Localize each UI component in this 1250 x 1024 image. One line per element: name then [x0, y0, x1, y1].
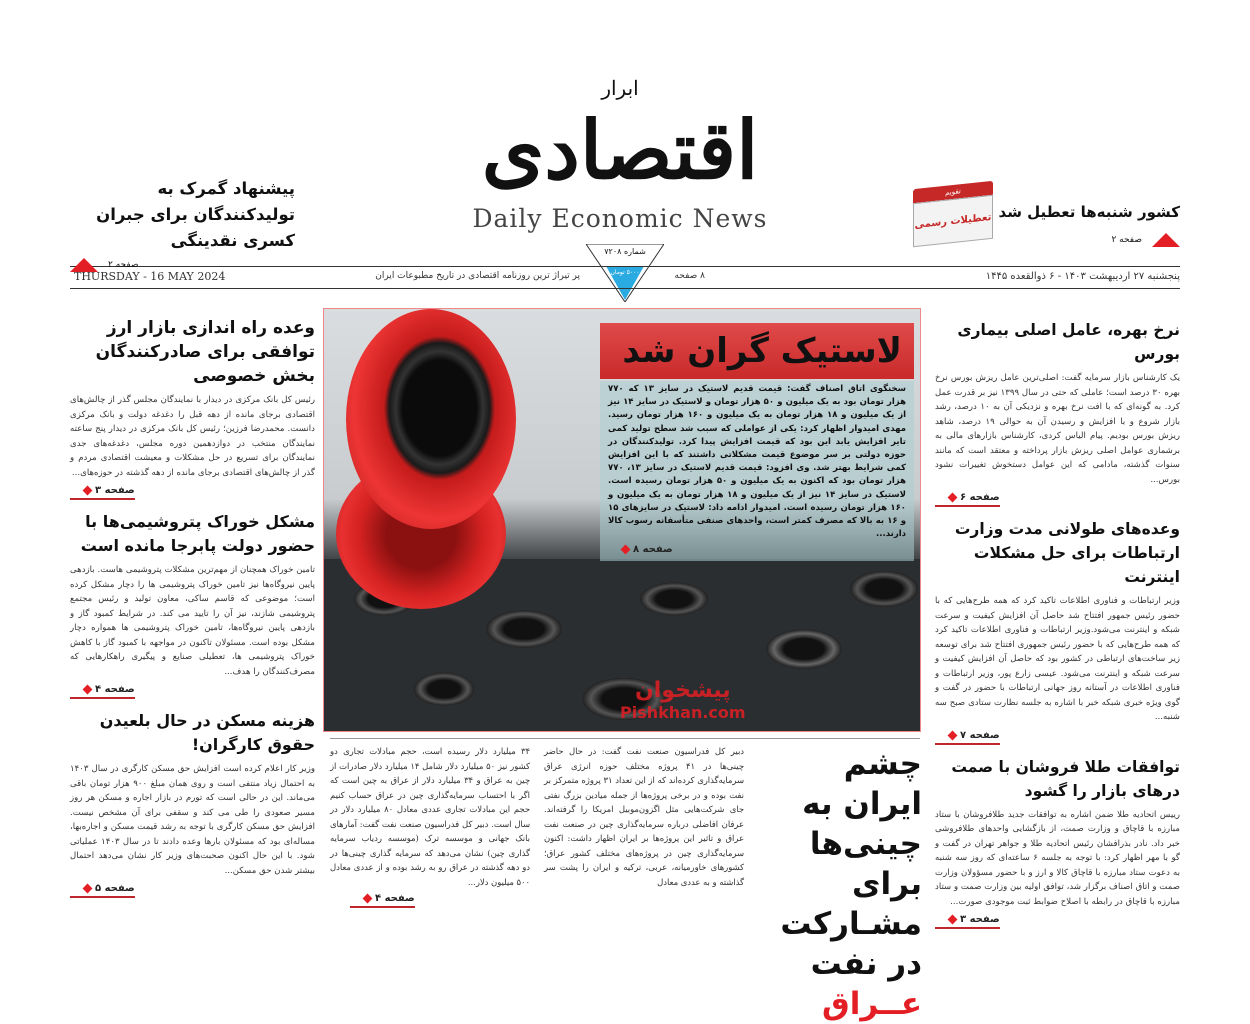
- left-article-1[interactable]: [70, 316, 315, 500]
- triangle-icon: [1152, 233, 1180, 247]
- diamond-icon: [948, 493, 958, 503]
- page-label: صفحه ۵: [95, 883, 135, 894]
- diamond-icon: [83, 884, 93, 894]
- diamond-icon: [948, 915, 958, 925]
- page-link[interactable]: [935, 492, 1000, 507]
- page-link[interactable]: [70, 485, 135, 500]
- page-count: ۸ صفحه: [674, 271, 705, 281]
- logo-fa: اقتصادی: [481, 103, 759, 197]
- diamond-icon: [83, 486, 93, 496]
- watermark: [620, 678, 746, 722]
- iraq-column-right: [544, 744, 744, 889]
- article-headline: وعده‌های طولانی مدت وزارت ارتباطات برای حل مشکلات اینترنت: [954, 520, 1180, 586]
- triangle-icon: [70, 258, 98, 272]
- calendar-top: تقویم: [913, 181, 993, 203]
- page-label: صفحه ۴: [375, 893, 415, 904]
- red-tire-image: [323, 309, 506, 609]
- watermark-fa: پیشخوان: [634, 678, 731, 703]
- slogan: پر تیراژ ترین روزنامه اقتصادی در تاریخ مطبوعات ایران: [375, 271, 580, 281]
- article-body: وزیر کار اعلام کرده است افزایش حق مسکن کارگری در سال ۱۴۰۳ به احتمال زیاد منتفی است و روی همان مبلغ ۹۰۰ هزار تومان باقی می‌ماند. این در حالی است که تورم در بازار اجاره و مسکن هر روز مسیر صعودی را طی می کند و سقفی برای آن مشخص نیست. افزایش حق مسکن کارگری با توجه به رشد قیمت مسکن و اجاره‌بها، مساله‌ای بود که مسئولان بارها وعده دادند تا در سال ۱۴۰۳ عملیاتی شود. با این حال اکنون صحبت‌های وزیر کار نشان می‌دهد احتمال بیشتر شدن حق مسکن...: [70, 764, 315, 876]
- iraq-body-left: ۳۴ میلیارد دلار رسیده است، حجم مبادلات تجاری دو کشور نیز ۵۰ میلیارد دلار شامل ۱۴ میلیارد دلار صادرات از چین به عراق و ۳۴ میلیارد دلار از عراق به چین است که اگر با احتساب سرمایه‌گذاری چین در عراق حساب کنیم حجم این مبادلات تجاری عددی معادل ۸۰ میلیارد دلار در سال است. دبیر کل فدراسیون صنعت نفت گفت: آمارهای بانک جهانی و موسسه ترک (موسسه ردیاب سرمایه گذاری چین) نشان می‌دهد که سرمایه گذاری چینی‌ها در دو دهه گذشته در عراق رو به رشد بوده و از عددی معادل ۵۰۰ میلیون دلار...: [330, 746, 531, 887]
- lead-story[interactable]: [323, 308, 921, 732]
- lead-text-box: [600, 381, 914, 561]
- article-body: رییس اتحادیه طلا ضمن اشاره به توافقات جدید طلافروشان با ستاد مبارزه با قاچاق و وزارت صمت، از بازگشایی واحدهای طلافروشی خبر داد. نادر بذرافشان رئیس اتحادیه طلا و جواهر تهران در گفت و گو با مهر اظهار کرد: با توجه به جلسه ۶ ساعته‌ای که روز سه شنبه به دعوت ستاد مبارزه با قاچاق کالا و ارز و با حضور مسؤولان وزارت صمت و اتاق اصناف برگزار شد، توافق اولیه بین وزارت صمت و ستاد مبارزه با قاچاق در رابطه با اصلاح ضوابط ثبت موجودی صورت...: [935, 809, 1180, 907]
- calendar-icon: [913, 181, 993, 259]
- diamond-icon: [948, 730, 958, 740]
- teaser-page: صفحه ۲: [1111, 235, 1142, 245]
- masthead-logo: [455, 76, 785, 246]
- logo-sub: ابرار: [601, 76, 639, 100]
- page-label: صفحه ۳: [95, 485, 135, 496]
- date-fa: پنجشنبه ۲۷ اردیبهشت ۱۴۰۳ - ۶ ذوالقعده ۱۴۴۵: [985, 271, 1180, 282]
- page-link[interactable]: [70, 684, 135, 699]
- page-link[interactable]: [935, 730, 1000, 745]
- diamond-icon: [363, 894, 373, 904]
- teaser-page: صفحه ۲: [108, 260, 139, 270]
- right-article-3[interactable]: [935, 755, 1180, 930]
- left-article-3[interactable]: [70, 709, 315, 898]
- page-label: صفحه ۴: [95, 684, 135, 695]
- article-body: تامین خوراک همچنان از مهم‌ترین مشکلات پتروشیمی هاست. بازدهی پایین نیروگاه‌ها نیز تامین خوراک پتروشیمی ها را دچار مشکل کرده است؛ موضوعی که قاسم ساکی، معاون تولید و رئیس مجتمع پتروشیمی شازند، نیز آن را تایید می کند. در شرایط کمبود گاز و بازدهی پایین نیروگاه‌ها، تامین خوراک پتروشیمی ها همواره دچار مشکل بوده است. مسئولان تاکنون در مواجهه با کمبود گاز با کاهش خوراک پتروشیمی ها، تعطیلی صنایع و پیگیری راهکارهایی که مصرف‌کنندگان را هدف...: [70, 565, 315, 677]
- diamond-icon: [83, 685, 93, 695]
- left-article-2[interactable]: [70, 510, 315, 699]
- teaser-headline: پیشنهاد گمرک به تولیدکنندگان برای جبران کسری نقدینگی: [96, 179, 295, 250]
- article-headline: وعده راه اندازی بازار ارز توافقی برای صادرکنندگان بخش خصوصی: [95, 318, 315, 386]
- article-body: رئیس کل بانک مرکزی در دیدار با نمایندگان مجلس گذر از چالش‌های اقتصادی برجای مانده از دهه قبل را دغدغه دولت و بانک مرکزی دانست. محمدرضا فرزین؛ رئیس کل بانک مرکزی در دیدار پنج ساعته نمایندگان منتخب در دوازدهمین دوره مجلس، دغدغه‌های جدی نمایندگان برای تسریع در حل مشکلات و معیشت اقتصادی مردم و گذر از چالش‌های اقتصادی برجای مانده از دهه گذشته در حوزه‌های...: [70, 395, 315, 478]
- right-column: [935, 318, 1180, 939]
- top-left-teaser[interactable]: [70, 176, 295, 272]
- lead-body: سخنگوی اتاق اصناف گفت: قیمت قدیم لاستیک در سایز ۱۳ که ۷۷۰ هزار تومان بود به یک میلیون و ۵۰ هزار تومان و لاستیک در سایز ۱۴ نیز از یک میلیون و ۱۸ هزار تومان به یک میلیون و ۱۶۰ هزار تومان رسید. مهدی امیدوار اظهار کرد: یکی از عواملی که سبب شد سطح تولید کمی تایر افزایش یابد این بود که قیمت افزایش پیدا کرد. تولیدکنندگان در حوزه دولتی بر سر موضوع قیمت مشکلاتی داشتند که با این افزایش کمی شرایط بهتر شد. وی افزود: قیمت قدیم لاستیک در سایز ۱۳، ۷۷۰ هزار تومان بود که اکنون به یک میلیون و ۵۰ هزار تومان رسیده است. لاستیک در سایز ۱۴ نیز از یک میلیون و ۱۸ هزار تومان به یک میلیون و ۱۶۰ هزار تومان رسیده است. امیدوار ادامه داد: لاستیک در سایزهای ۱۵ و ۱۶ به بالا که مصرف کمتر است، واحدهای صنفی متأسفانه رسوب کالا دارند...: [608, 384, 907, 540]
- article-headline: توافقات طلا فروشان با صمت درهای بازار را گشود: [951, 757, 1180, 800]
- page-link[interactable]: [935, 914, 1000, 929]
- right-article-2[interactable]: [935, 517, 1180, 745]
- article-headline: نرخ بهره، عامل اصلی بیماری بورس: [957, 321, 1180, 363]
- top-right-teaser[interactable]: [905, 185, 1180, 260]
- watermark-url: Pishkhan.com: [620, 703, 746, 722]
- lead-headline: لاستیک گران شد: [622, 331, 902, 371]
- iraq-headline-text: چشم ایران به چینی‌ها برای مشـارکت در نفت: [780, 746, 922, 982]
- price: ۵۰۰۰ تومان: [610, 269, 640, 276]
- page-link[interactable]: [70, 883, 135, 898]
- page-label: صفحه ۷: [960, 729, 1000, 741]
- iraq-headline: [757, 744, 922, 1024]
- iraq-body-right: دبیر کل فدراسیون صنعت نفت گفت: در حال حاضر چینی‌ها در ۴۱ پروژه مختلف حوزه انرژی عراق سرمایه‌گذاری کرده‌اند که از این تعداد ۳۱ پروژه متمرکز بر نفت بوده و در برخی پروژه‌ها از جمله میادین بزرگ نفتی جای شرکت‌هایی مثل اگزون‌موبیل امریکا را گرفته‌اند. عرفان افاضلی درباره سرمایه‌گذاری چین در صنعت نفت عراق و تاثیر این پروژه‌ها بر ایران اظهار داشت: اکنون سرمایه‌گذاری چین در پروژه‌های مختلف کشور عراق؛ کشورهای خاورمیانه، عربی، ترکیه و ایران را پشت سر گذاشته و به عددی معادل: [544, 746, 744, 887]
- lead-page-link[interactable]: [608, 544, 673, 557]
- article-body: یک کارشناس بازار سرمایه گفت: اصلی‌ترین عامل ریزش بورس نرخ بهره ۳۰ درصد است؛ عاملی که حتی در سال ۱۳۹۹ نیز بر قدرت عمل کرد. به گونه‌ای که با افت نرخ بهره و نزدیکی آن به ۱۰ درصد، رشد بازار شروع و با افزایش و رسیدن آن به حوالی ۱۹ درصد، شاهد ریزش بورس بودیم. پیام الیاس کردی، کارشناس بازارهای مالی به برشماری عوامل اصلی ریزش بازار پرداخته و معتقد است که مانند سنوات گذشته، مادامی که این عوامل دستخوش تغییرات نشود بورس...: [935, 373, 1180, 485]
- page-link[interactable]: [350, 893, 415, 908]
- iraq-column-left: [330, 744, 530, 908]
- right-article-1[interactable]: [935, 318, 1180, 507]
- page-label: صفحه ۸: [633, 544, 673, 556]
- date-en: THURSDAY - 16 MAY 2024: [74, 270, 226, 283]
- lead-headline-box: [600, 323, 914, 379]
- article-headline: مشکل خوراک پتروشیمی‌ها با حضور دولت پابرجا مانده است: [80, 512, 315, 555]
- diamond-icon: [621, 545, 631, 555]
- left-column: [70, 316, 315, 908]
- page-label: صفحه ۳: [960, 914, 1000, 925]
- page-label: صفحه ۶: [960, 492, 1000, 503]
- logo-en: Daily Economic News: [472, 204, 768, 233]
- teaser-headline: کشور شنبه‌ها تعطیل شد: [998, 203, 1180, 221]
- iraq-headline-red: عــراق: [822, 986, 922, 1022]
- calendar-text: تعطیلات رسمی: [913, 195, 993, 247]
- article-body: وزیر ارتباطات و فناوری اطلاعات تاکید کرد که همه طرح‌هایی که با حضور رئیس جمهور افتتاح شد حاصل آن افزایش کیفیت و سرعت شبکه و اینترنت می‌شود.وزیر ارتباطات و فناوری اطلاعات تاکید کرد که همه طرح‌هایی که با حضور رئیس جمهوری افتتاح شد برای توسعه زیر ساخت‌های ارتباطی در کشور بود که حاصل آن افزایش کیفیت و سرعت شبکه و اینترنت می‌شود. عیسی زارع پور، وزیر ارتباطات و فناوری اطلاعات در آستانه روز جهانی ارتباطات با حضور در گفت و گوی ویژه خبری شبکه خبر با اشاره به جلسه نظارت ستادی صبح سه شنبه...: [935, 596, 1180, 722]
- article-headline: هزینه مسکن در حال بلعیدن حقوق کارگران!: [99, 711, 315, 754]
- issue-number: شماره ۷۲۰۸: [604, 247, 646, 256]
